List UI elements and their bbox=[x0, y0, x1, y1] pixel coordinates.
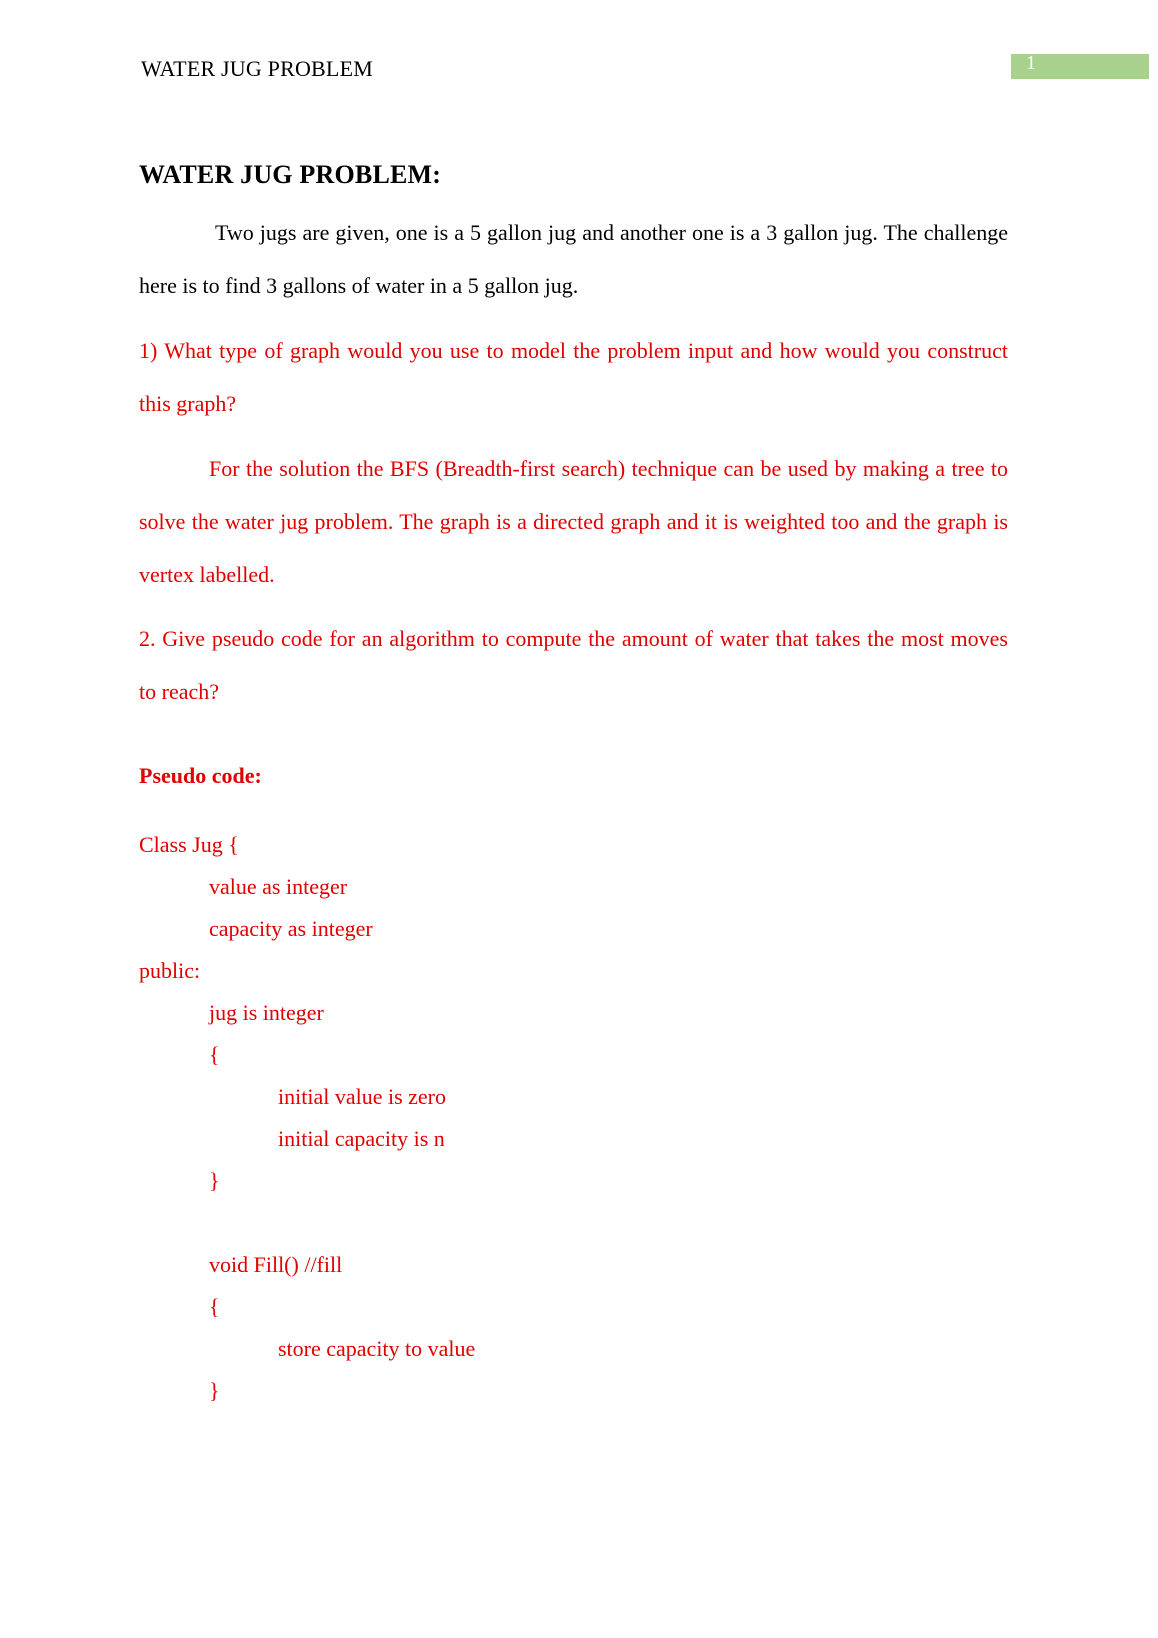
code-line: } bbox=[209, 1168, 220, 1193]
code-line: value as integer bbox=[209, 874, 348, 899]
code-line: Class Jug { bbox=[139, 832, 239, 857]
pseudo-code-heading: Pseudo code: bbox=[139, 763, 262, 788]
code-line: initial value is zero bbox=[278, 1084, 446, 1109]
code-line: { bbox=[209, 1294, 220, 1319]
document-title: WATER JUG PROBLEM: bbox=[139, 160, 442, 189]
question-1: 1) What type of graph would you use to model the problem input and how would you construct this graph? bbox=[139, 338, 1008, 416]
code-line: capacity as integer bbox=[209, 916, 373, 941]
code-line: { bbox=[209, 1042, 220, 1067]
answer-1: For the solution the BFS (Breadth-first search) technique can be used by making a tree to solve the water jug problem. The graph is a directed graph and it is weighted too and the graph is vertex labelled. bbox=[139, 456, 1008, 587]
page-number-badge bbox=[1011, 54, 1149, 79]
code-line: initial capacity is n bbox=[278, 1126, 445, 1151]
page-number: 1 bbox=[1026, 52, 1036, 74]
question-2: 2. Give pseudo code for an algorithm to compute the amount of water that takes the most moves to reach? bbox=[139, 626, 1008, 704]
code-line: } bbox=[209, 1378, 220, 1403]
running-header-title: WATER JUG PROBLEM bbox=[141, 56, 373, 81]
code-line: store capacity to value bbox=[278, 1336, 476, 1361]
code-line: void Fill() //fill bbox=[209, 1252, 343, 1277]
intro-paragraph: Two jugs are given, one is a 5 gallon jug and another one is a 3 gallon jug. The challenge here is to find 3 gallons of water in a 5 gallon jug. bbox=[139, 220, 1008, 298]
code-line: jug is integer bbox=[209, 1000, 324, 1025]
code-line: public: bbox=[139, 958, 201, 983]
